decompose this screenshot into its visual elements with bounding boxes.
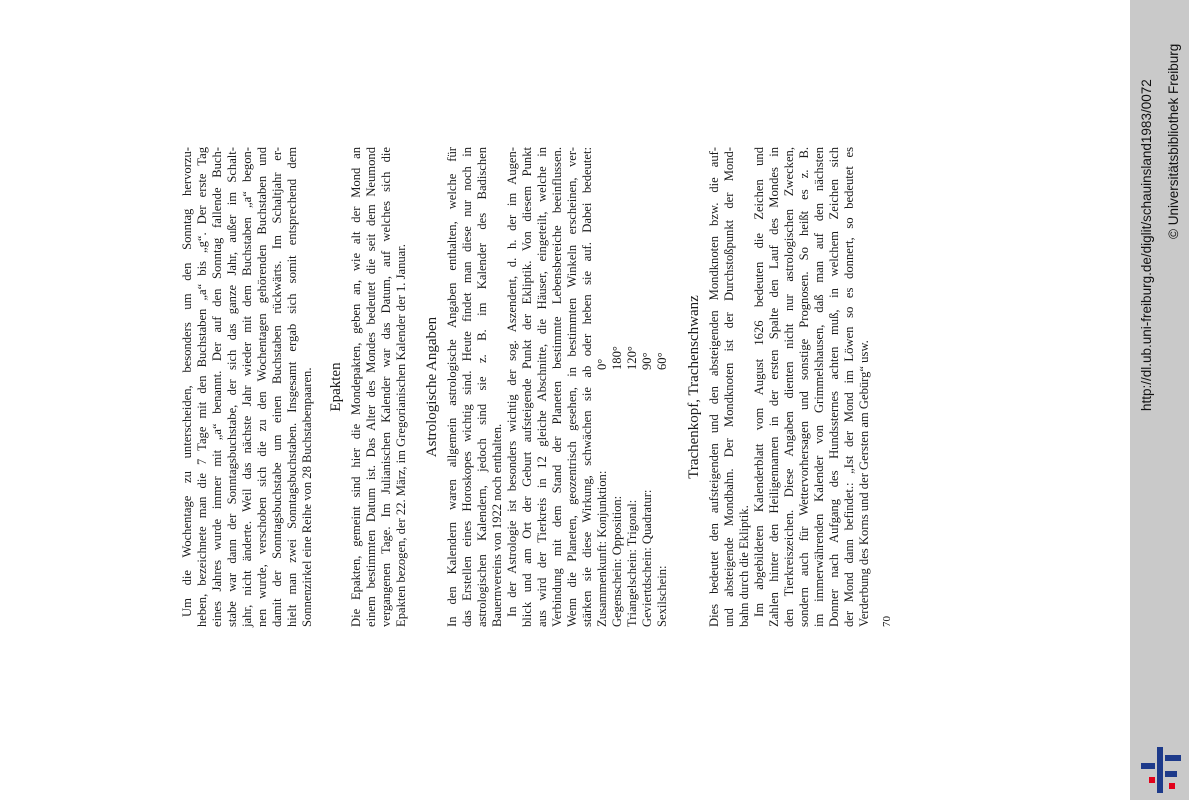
book-page: [181, 147, 986, 627]
text-line: Zahlen hinter den Heiligennamen in der ersten Spalte den Lauf des Mondes in: [767, 147, 781, 627]
logo-bar: [1169, 783, 1175, 789]
text-line: sondern auch für Wettervorhersagen und sonstige Prognosen. So heißt es z. B.: [797, 147, 811, 627]
text-line: hielt man zwei Sonntagsbuchstaben. Insgesamt ergab sich somit entsprechend dem: [285, 147, 299, 627]
source-url[interactable]: http://dl.ub.uni-freiburg.de/diglit/schauinsland1983/0072: [1139, 79, 1154, 411]
text-line: Verderbung des Korns und der Gersten am Gebürg“ usw.: [857, 340, 871, 627]
text-line: Die Epakten, gemeint sind hier die Mondepakten, geben an, wie alt der Mond an: [349, 147, 363, 627]
aspect-name: Gegenschein: Opposition:: [610, 495, 624, 627]
aspect-angle: 60°: [655, 352, 669, 370]
aspect-angle: 180°: [610, 346, 624, 370]
text-line: bahn durch die Ekliptik.: [737, 505, 751, 627]
text-line: Bauernvereins von 1922 noch enthalten.: [490, 423, 504, 627]
text-line: heben, bezeichnete man die 7 Tage mit den Buchstaben „a“ bis „g“. Der erste Tag: [195, 147, 209, 627]
text-line: blick und am Ort der Geburt aufsteigende Punkt der Ekliptik. Von diesem Punkt: [520, 147, 534, 627]
text-line: nen wurde, verschoben sich die zu den Wochentagen gehörenden Buchstaben und: [255, 147, 269, 627]
logo-bar: [1157, 747, 1163, 793]
text-line: jahr, nicht änderte. Weil das nächste Jahr wieder mit dem Buchstaben „a“ begon-: [240, 147, 254, 627]
library-logo-icon: [1139, 745, 1185, 795]
section-heading-epakten: Epakten: [328, 362, 344, 412]
text-line: einem bestimmten Datum ist. Das Alter des Mondes bedeutet die seit dem Neumond: [364, 147, 378, 627]
text-line: eines Jahres wurde immer mit „a“ benannt. Der auf den Sonntag fallende Buch-: [210, 147, 224, 627]
page-number: 70: [881, 616, 893, 627]
aspect-name: Triangelschein: Trigonal:: [625, 499, 639, 627]
aspect-name: Geviertdschein: Quadratur:: [640, 489, 654, 627]
text-line: Um die Wochentage zu unterscheiden, besonders um den Sonntag hervorzu-: [180, 147, 194, 617]
text-line: das Erstellen eines Horoskopes wichtig sind. Heute findet man diese nur noch in: [460, 147, 474, 627]
text-line: den Tierkreiszeichen. Diese Angaben dienten nicht nur astrologischen Zwecken,: [782, 147, 796, 627]
aspect-angle: 90°: [640, 352, 654, 370]
text-line: stabe war dann der Sonntagsbuchstabe, der sich das ganze Jahr, außer im Schalt-: [225, 147, 239, 627]
copyright-notice: © Universitätsbibliothek Freiburg: [1166, 43, 1181, 239]
text-line: stärken sie diese Wirkung, schwächen sie ab oder heben sie auf. Dabei bedeutet:: [580, 147, 594, 627]
text-line: Sonnenzirkel eine Reihe von 28 Buchstabenpaaren.: [300, 367, 314, 627]
aspect-angle: 120°: [625, 346, 639, 370]
text-line: In den Kalendern waren allgemein astrologische Angaben enthalten, welche für: [445, 147, 459, 627]
text-line: im immerwährenden Kalender von Grimmelshausen, daß man auf den nächsten: [812, 147, 826, 627]
text-line: damit der Sonntagsbuchstabe um einen Buchstaben rückwärts. Im Schaltjahr er-: [270, 147, 284, 627]
text-line: vergangenen Tage. Im Julianischen Kalender war das Datum, auf welches sich die: [379, 147, 393, 627]
logo-bar: [1165, 755, 1181, 761]
text-line: In der Astrologie ist besonders wichtig der sog. Aszendent, d. h. der im Augen-: [505, 147, 519, 617]
logo-bar: [1165, 771, 1177, 777]
text-line: Verbindung mit dem Stand der Planeten bestimmte Lebensbereiche beeinflussen.: [550, 147, 564, 627]
text-line: der Mond dann befindet.: „Ist der Mond im Löwen so es donnert, so bedeutet es: [842, 147, 856, 627]
text-line: Im abgebildeten Kalenderblatt vom August 1626 bedeuten die Zeichen und: [752, 147, 766, 617]
section-heading-trachenkopf: Trachenkopf, Trachenschwanz: [686, 295, 702, 479]
aspect-angle: 0°: [595, 358, 609, 370]
logo-bar: [1141, 763, 1155, 769]
text-line: Wenn die Planeten, geozentrisch gesehen, in bestimmten Winkeln erscheinen, ver-: [565, 147, 579, 627]
section-heading-astrologische-angaben: Astrologische Angaben: [424, 316, 440, 458]
text-line: aus wird der Tierkreis in 12 gleiche Abschnitte, die Häuser, eingeteilt, welche in: [535, 147, 549, 627]
text-line: astrologischen Kalendern, jedoch sind sie z. B. im Kalender des Badischen: [475, 147, 489, 627]
text-line: und absteigende Mondbahn. Der Mondknoten ist der Durchstoßpunkt der Mond-: [722, 147, 736, 627]
logo-bar: [1149, 777, 1155, 783]
text-line: Epakten bezogen, der 22. März, im Gregorianischen Kalender der 1. Januar.: [394, 244, 408, 627]
aspect-name: Sexilschein:: [655, 565, 669, 627]
text-line: Dies bedeutet den aufsteigenden und den absteigenden Mondknoten bzw. die auf-: [707, 147, 721, 627]
aspect-name: Zusammenkunft: Konjunktion:: [595, 470, 609, 627]
text-line: Donner nach Aufgang des Hundssternes achten muß, in welchem Zeichen sich: [827, 147, 841, 627]
